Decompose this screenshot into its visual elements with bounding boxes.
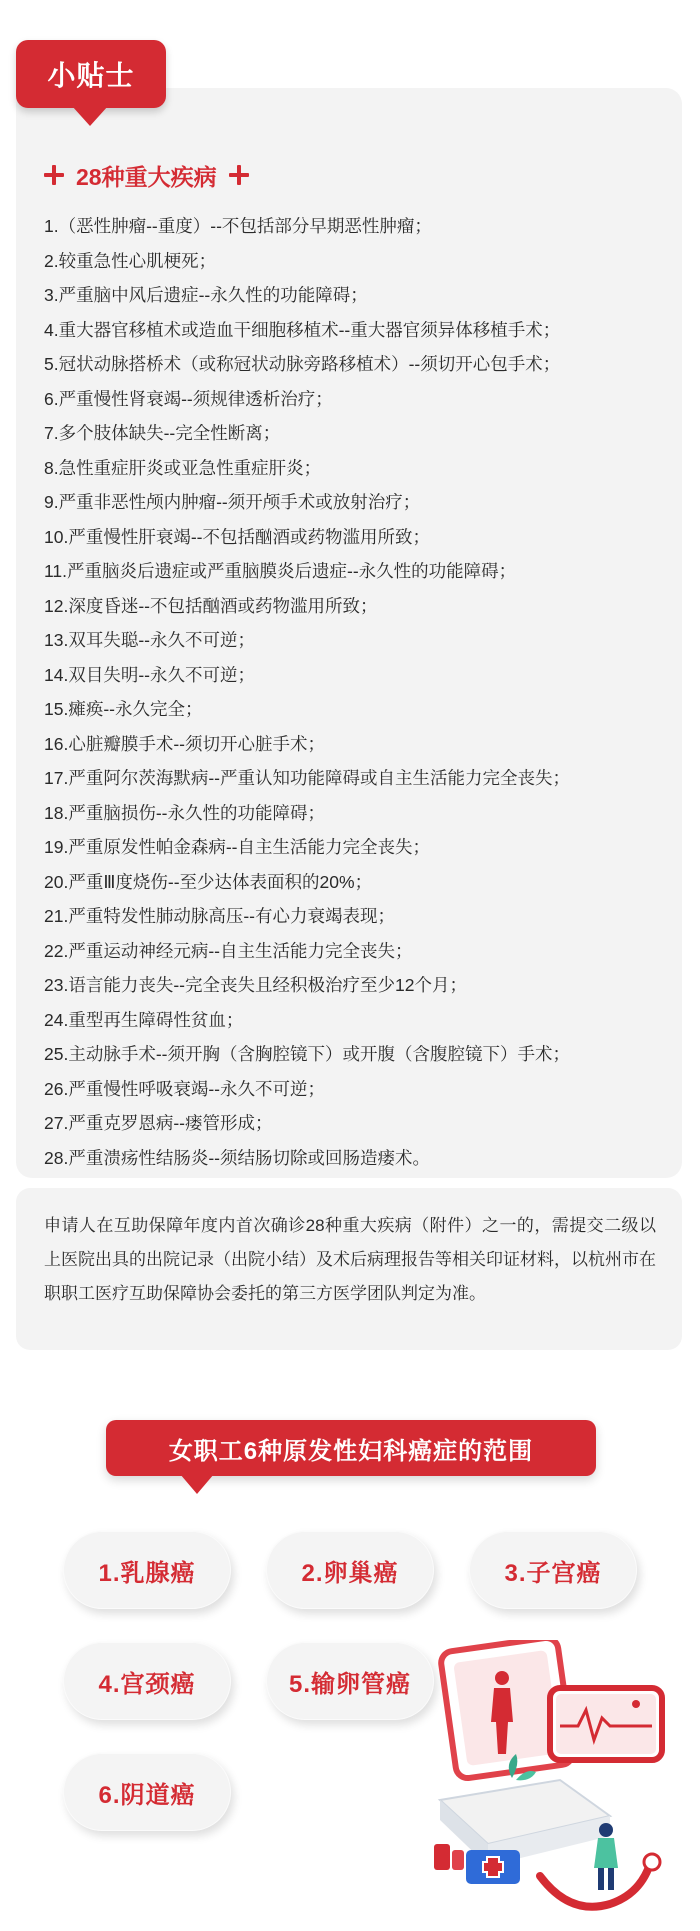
cancer-pill-breast: 1.乳腺癌 [63, 1531, 231, 1609]
disease-list-heading [44, 156, 249, 194]
disease-item: 17.严重阿尔茨海默病--严重认知功能障碍或自主生活能力完全丧失； [44, 768, 570, 788]
disease-item: 10.严重慢性肝衰竭--不包括酗酒或药物滥用所致； [44, 526, 430, 547]
disease-item: 4.重大器官移植术或造血干细胞移植术--重大器官须异体移植手术； [44, 319, 561, 340]
cancer-section-pointer [180, 1474, 214, 1494]
cancer-pill-uterine: 3.子宫癌 [469, 1531, 637, 1609]
disease-item: 5.冠状动脉搭桥术（或称冠状动脉旁路移植术）--须切开心包手术； [44, 354, 561, 374]
disease-list-title: 28种重大疾病 [76, 163, 217, 190]
disease-item: 25.主动脉手术--须开胸（含胸腔镜下）或开腹（含腹腔镜下）手术； [44, 1044, 570, 1064]
disease-item: 11.严重脑炎后遗症或严重脑膜炎后遗症--永久性的功能障碍； [44, 561, 517, 581]
disease-item: 12.深度昏迷--不包括酗酒或药物滥用所致； [44, 595, 378, 616]
disease-item: 23.语言能力丧失--完全丧失且经积极治疗至少12个月； [44, 975, 467, 995]
medical-illustration [430, 1640, 670, 1920]
disease-item: 24.重型再生障碍性贫血； [44, 1009, 244, 1030]
plus-icon [229, 165, 249, 185]
disease-item: 26.严重慢性呼吸衰竭--永久不可逆； [44, 1078, 325, 1099]
claim-note-text: 申请人在互助保障年度内首次确诊28种重大疾病（附件）之一的，需提交二级以上医院出具的出院记录（出院小结）及术后病理报告等相关印证材料，以杭州市在职职工医疗互助保障协会委托的第三方医学团队判定为准。 [44, 1216, 656, 1303]
disease-item: 27.严重克罗恩病--瘘管形成； [44, 1113, 273, 1133]
cancer-pill-fallopian: 5.输卵管癌 [266, 1642, 434, 1720]
disease-item: 22.严重运动神经元病--自主生活能力完全丧失； [44, 940, 413, 961]
cancer-pill-ovarian: 2.卵巢癌 [266, 1531, 434, 1609]
disease-item: 8.急性重症肝炎或亚急性重症肝炎； [44, 457, 322, 478]
disease-item: 9.严重非恶性颅内肿瘤--须开颅手术或放射治疗； [44, 492, 421, 512]
disease-item: 21.严重特发性肺动脉高压--有心力衰竭表现； [44, 906, 395, 926]
disease-item: 7.多个肢体缺失--完全性断离； [44, 423, 281, 443]
disease-list [44, 209, 674, 1175]
disease-item: 13.双耳失聪--永久不可逆； [44, 630, 255, 650]
disease-item: 16.心脏瓣膜手术--须切开心脏手术； [44, 733, 325, 754]
disease-item: 15.瘫痪--永久完全； [44, 699, 203, 719]
disease-item: 20.严重Ⅲ度烧伤--至少达体表面积的20%； [44, 871, 373, 892]
tips-badge: 小贴士 [16, 40, 166, 108]
disease-item: 28.严重溃疡性结肠炎--须结肠切除或回肠造瘘术。 [44, 1147, 430, 1168]
disease-item: 1.（恶性肿瘤--重度）--不包括部分早期恶性肿瘤； [44, 216, 432, 236]
disease-item: 6.严重慢性肾衰竭--须规律透析治疗； [44, 388, 333, 409]
cancer-pill-cervical: 4.宫颈癌 [63, 1642, 231, 1720]
plus-icon [44, 165, 64, 185]
disease-item: 19.严重原发性帕金森病--自主生活能力完全丧失； [44, 837, 430, 857]
claim-note-card [16, 1188, 682, 1350]
disease-item: 2.较重急性心肌梗死； [44, 250, 217, 271]
disease-item: 14.双目失明--永久不可逆； [44, 664, 255, 685]
tips-badge-pointer [72, 106, 108, 126]
disease-item: 3.严重脑中风后遗症--永久性的功能障碍； [44, 285, 368, 305]
disease-item: 18.严重脑损伤--永久性的功能障碍； [44, 802, 325, 823]
cancer-pill-vaginal: 6.阴道癌 [63, 1753, 231, 1831]
cancer-section-title: 女职工6种原发性妇科癌症的范围 [106, 1420, 596, 1476]
